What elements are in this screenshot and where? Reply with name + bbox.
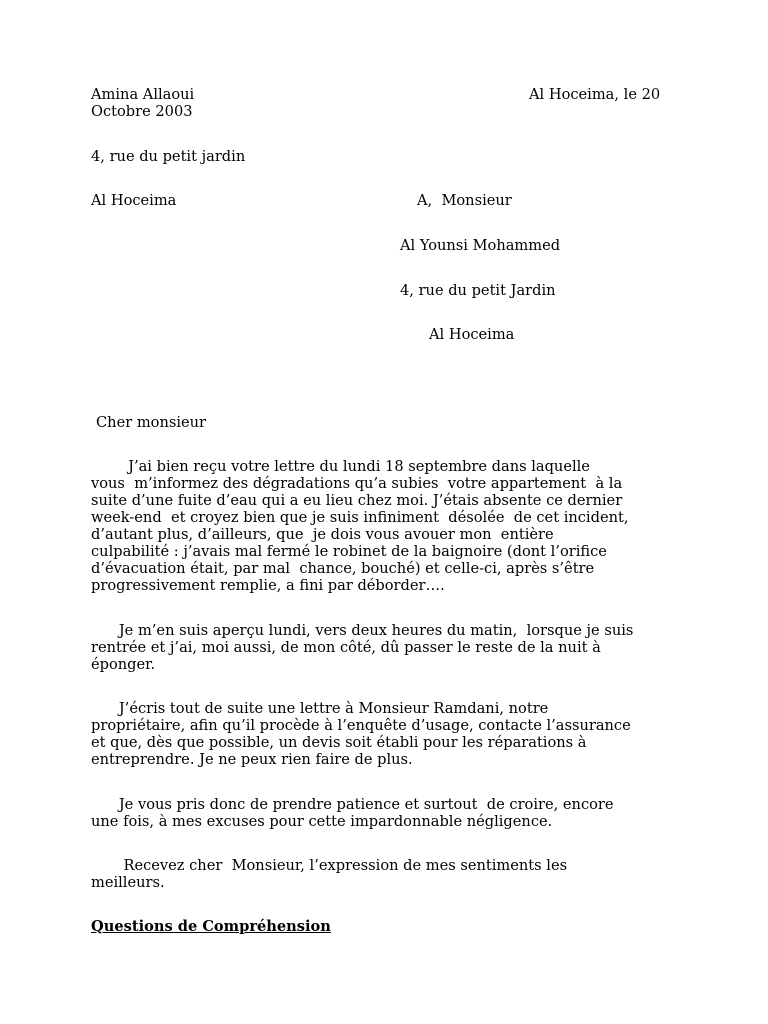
paragraph-line: culpabilité : j’avais mal fermé le robinet de la baignoire (dont l’orifice (91, 543, 607, 560)
paragraph-line: entreprendre. Je ne peux rien faire de plus. (91, 751, 413, 768)
recipient-city: Al Hoceima (429, 326, 515, 343)
section-heading: Questions de Compréhension (91, 918, 331, 935)
paragraph-1 (91, 458, 671, 594)
paragraph-line: vous m’informez des dégradations qu’a subies votre appartement à la (91, 475, 623, 492)
paragraph-line: et que, dès que possible, un devis soit établi pour les réparations à (91, 734, 587, 751)
recipient-name: Al Younsi Mohammed (400, 237, 561, 254)
sender-name: Amina Allaoui (91, 86, 195, 103)
sender-address: 4, rue du petit jardin (91, 148, 246, 165)
paragraph-line: propriétaire, afin qu’il procède à l’enquête d’usage, contacte l’assurance (91, 717, 631, 734)
paragraph-line: J’écris tout de suite une lettre à Monsieur Ramdani, notre (91, 700, 549, 717)
paragraph-line: Je m’en suis aperçu lundi, vers deux heures du matin, lorsque je suis (91, 622, 634, 639)
paragraph-line: une fois, à mes excuses pour cette impardonnable négligence. (91, 813, 553, 830)
paragraph-line: Je vous pris donc de prendre patience et surtout de croire, encore (91, 796, 614, 813)
greeting: Cher monsieur (96, 414, 207, 431)
paragraph-2 (91, 622, 671, 673)
paragraph-line: suite d’une fuite d’eau qui a eu lieu chez moi. J’étais absente ce dernier (91, 492, 623, 509)
paragraph-line: éponger. (91, 656, 156, 673)
paragraph-line: progressivement remplie, a fini par déborder…. (91, 577, 445, 594)
date-line-1: Al Hoceima, le 20 (529, 86, 661, 103)
paragraph-line: week-end et croyez bien que je suis infiniment désolée de cet incident, (91, 509, 629, 526)
paragraph-line: rentrée et j’ai, moi aussi, de mon côté, dû passer le reste de la nuit à (91, 639, 601, 656)
recipient-address: 4, rue du petit Jardin (400, 282, 556, 299)
paragraph-4 (91, 796, 671, 830)
recipient-salutation: A, Monsieur (417, 192, 512, 209)
paragraph-line: meilleurs. (91, 874, 165, 891)
paragraph-line: J’ai bien reçu votre lettre du lundi 18 septembre dans laquelle (91, 458, 590, 475)
paragraph-line: Recevez cher Monsieur, l’expression de mes sentiments les (91, 857, 568, 874)
paragraph-line: d’évacuation était, par mal chance, bouché) et celle-ci, après s’être (91, 560, 595, 577)
paragraph-3 (91, 700, 671, 768)
date-line-2: Octobre 2003 (91, 103, 193, 120)
sender-city: Al Hoceima (91, 192, 177, 209)
paragraph-line: d’autant plus, d’ailleurs, que je dois vous avouer mon entière (91, 526, 554, 543)
paragraph-5 (91, 857, 671, 891)
